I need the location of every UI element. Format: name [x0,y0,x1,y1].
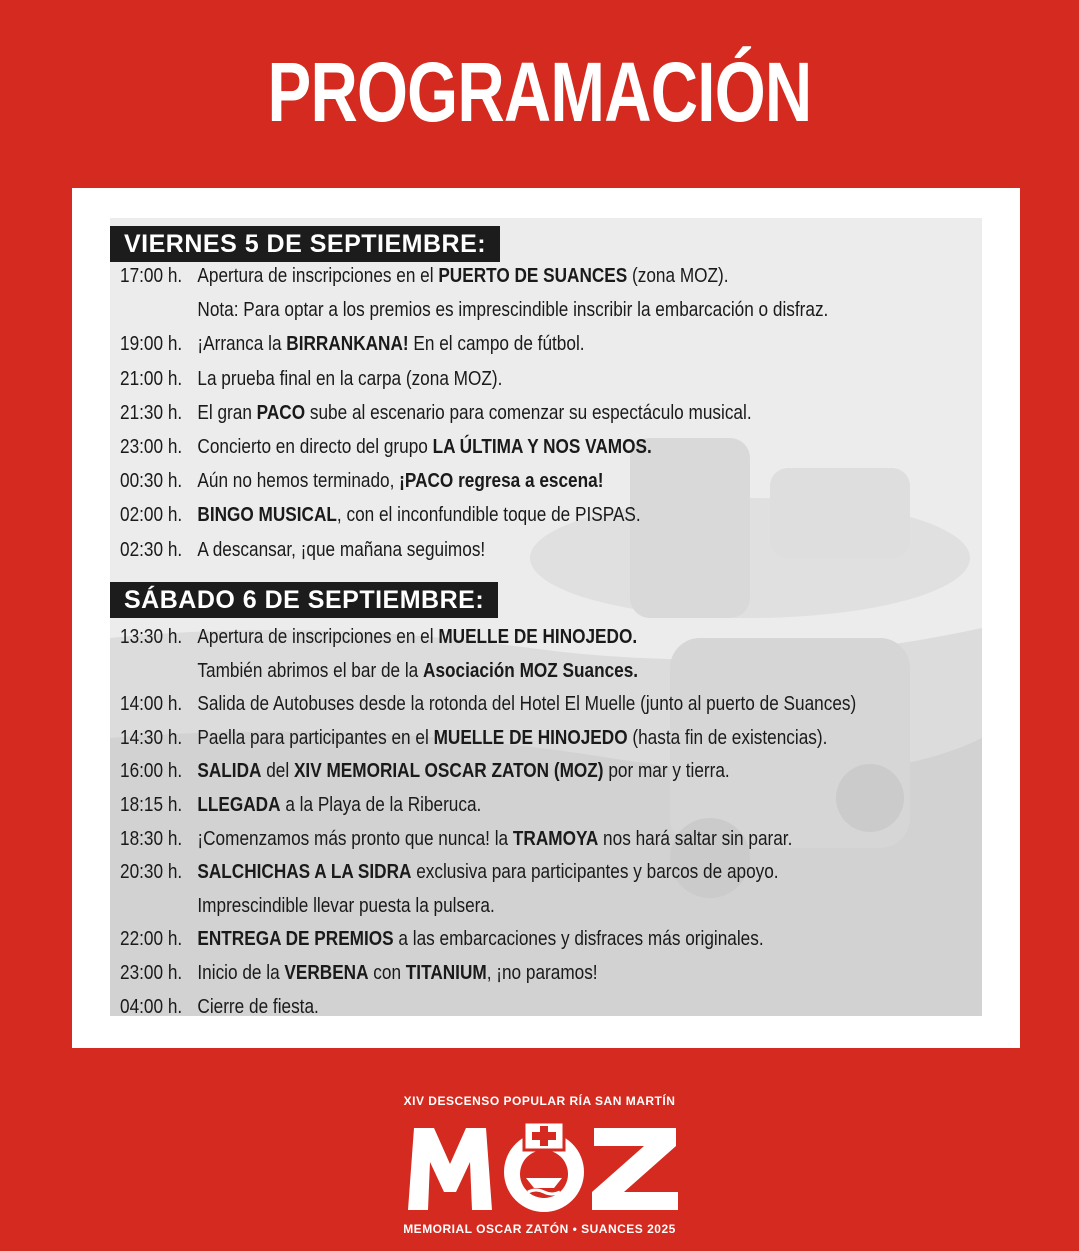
schedule-time: 22:00 h. [120,928,183,951]
schedule-text: Apertura de inscripciones en el [197,265,439,287]
schedule-text: XIV MEMORIAL OSCAR ZATON (MOZ) [293,760,604,783]
saturday-schedule-row [120,857,980,888]
saturday-schedule-row [120,958,980,989]
schedule-text: TITANIUM [405,962,487,984]
schedule-text: PACO [256,401,306,424]
schedule-text: MUELLE DE HINOJEDO [433,726,628,749]
schedule-time: 04:00 h. [120,995,183,1018]
schedule-text: Imprescindible llevar puesta la pulsera. [197,894,495,917]
saturday-header: SÁBADO 6 DE SEPTIEMBRE: [110,582,498,618]
schedule-text: Cierre de fiesta. [197,995,319,1018]
schedule-panel [72,188,1020,1048]
schedule-text: a la Playa de la Riberuca. [280,794,482,816]
schedule-text: Paella para participantes en el [197,726,434,749]
schedule-time: 17:00 h. [120,265,183,287]
schedule-text: SALIDA [197,760,262,783]
schedule-text: En el campo de fútbol. [408,333,585,356]
schedule-text: BINGO MUSICAL [197,504,337,527]
saturday-schedule-row [120,891,980,922]
schedule-time: 23:00 h. [120,962,183,984]
schedule-text: TRAMOYA [512,827,599,850]
schedule-text: MUELLE DE HINOJEDO. [438,626,638,648]
schedule-text: exclusiva para participantes y barcos de apoyo. [411,861,779,884]
saturday-schedule-row [120,992,980,1023]
schedule-text: nos hará saltar sin parar. [598,827,793,850]
saturday-schedule-row [120,723,980,754]
schedule-time: 18:15 h. [120,794,183,816]
schedule-text: Nota: Para optar a los premios es imprescindible inscribir la embarcación o disfraz. [197,299,829,322]
schedule-text: , con el inconfundible toque de PISPAS. [336,504,641,527]
schedule-text: del [261,760,294,783]
saturday-schedule-row [120,924,980,955]
friday-schedule-row [120,432,980,463]
schedule-text: sube al escenario para comenzar su espectáculo musical. [305,401,752,424]
saturday-schedule-row [120,656,980,687]
schedule-text: ¡Arranca la [197,333,287,356]
schedule-time: 02:00 h. [120,504,183,527]
friday-schedule-row [120,535,980,566]
event-subtitle: XIV DESCENSO POPULAR RÍA SAN MARTÍN [403,1094,676,1108]
schedule-time: 02:30 h. [120,538,183,561]
moz-logo [404,1118,684,1214]
schedule-time: 23:00 h. [120,436,183,458]
friday-schedule-row [120,364,980,395]
schedule-text: LA ÚLTIMA Y NOS VAMOS. [432,436,652,458]
schedule-inner [110,218,982,1016]
schedule-text: El gran [197,401,257,424]
schedule-text: Apertura de inscripciones en el [197,626,439,648]
saturday-schedule-row [120,689,980,720]
page-title: PROGRAMACIÓN [267,45,812,139]
schedule-text: Inicio de la [197,962,285,984]
schedule-text: (zona MOZ). [627,265,729,287]
schedule-text: A descansar, ¡que mañana seguimos! [197,538,486,561]
schedule-text: BIRRANKANA! [286,333,409,356]
friday-schedule-row [120,329,980,360]
schedule-text: VERBENA [284,962,369,984]
schedule-time: 14:30 h. [120,726,183,749]
saturday-schedule-row [120,622,980,653]
schedule-time: 13:30 h. [120,626,183,648]
schedule-text: Asociación MOZ Suances. [423,659,639,682]
schedule-time: 18:30 h. [120,827,183,850]
friday-header: VIERNES 5 DE SEPTIEMBRE: [110,226,500,262]
schedule-time: 00:30 h. [120,470,183,493]
schedule-text: ¡Comenzamos más pronto que nunca! la [197,827,513,850]
schedule-time: 21:30 h. [120,401,183,424]
event-footer: MEMORIAL OSCAR ZATÓN • SUANCES 2025 [403,1222,676,1236]
saturday-schedule-row [120,756,980,787]
schedule-text: por mar y tierra. [603,760,730,783]
schedule-text: con [368,962,406,984]
schedule-time: 16:00 h. [120,760,183,783]
friday-schedule-row [120,500,980,531]
friday-schedule-row [120,466,980,497]
schedule-text: ¡PACO regresa a escena! [399,470,604,493]
schedule-time: 21:00 h. [120,367,183,390]
schedule-text: ENTREGA DE PREMIOS [197,928,394,951]
schedule-text: LLEGADA [197,794,281,816]
schedule-text: También abrimos el bar de la [197,659,424,682]
friday-schedule-row [120,261,980,292]
schedule-text: Aún no hemos terminado, [197,470,400,493]
schedule-time: 19:00 h. [120,333,183,356]
schedule-time: 20:30 h. [120,861,183,884]
schedule-text: (hasta fin de existencias). [627,726,828,749]
schedule-text: SALCHICHAS A LA SIDRA [197,861,412,884]
schedule-text: Salida de Autobuses desde la rotonda del Hotel El Muelle (junto al puerto de Suances) [197,693,857,716]
saturday-schedule-row [120,790,980,821]
schedule-text: PUERTO DE SUANCES [438,265,628,287]
saturday-schedule-row [120,824,980,855]
schedule-text: La prueba final en la carpa (zona MOZ). [197,367,503,390]
schedule-time: 14:00 h. [120,693,183,716]
schedule-text: Concierto en directo del grupo [197,436,433,458]
friday-schedule-row [120,398,980,429]
schedule-text: a las embarcaciones y disfraces más originales. [393,928,764,951]
schedule-text: , ¡no paramos! [486,962,598,984]
friday-schedule-row [120,295,980,326]
